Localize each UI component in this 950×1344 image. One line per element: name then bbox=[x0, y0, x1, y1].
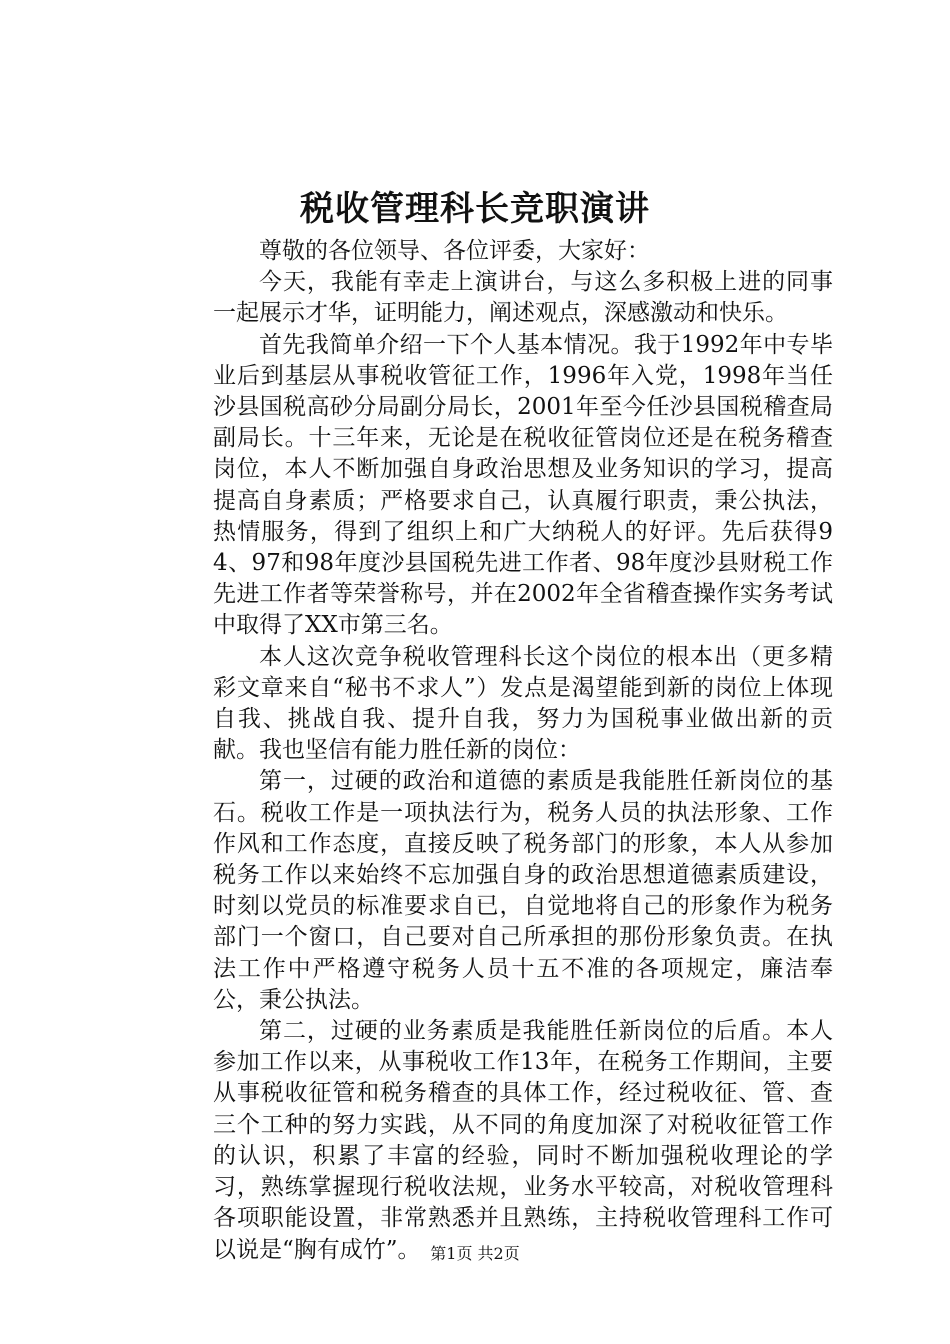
document-body bbox=[213, 236, 833, 1266]
greeting-paragraph: 尊敬的各位领导、各位评委，大家好： bbox=[259, 238, 650, 264]
intro-paragraph: 今天，我能有幸走上演讲台，与这么多积极上进的同事一起展示才华，证明能力，阐述观点，深感激动和快乐。 bbox=[213, 269, 833, 327]
document-title: 税收管理科长竞职演讲 bbox=[300, 189, 650, 229]
page-number-footer: 第1页 共2页 bbox=[430, 1244, 520, 1263]
first-point-paragraph: 第一，过硬的政治和道德的素质是我能胜任新岗位的基石。税收工作是一项执法行为，税务人员的执法形象、工作作风和工作态度，直接反映了税务部门的形象，本人从参加税务工作以来始终不忘加强自身的政治思想道德素质建设，时刻以党员的标准要求自已，自觉地将自己的形象作为税务部门一个窗口，自己要对自己所承担的那份形象负责。在执法工作中严格遵守税务人员十五不准的各项规定，廉洁奉公，秉公执法。 bbox=[213, 768, 833, 1013]
background-paragraph: 首先我简单介绍一下个人基本情况。我于1992年中专毕业后到基层从事税收管征工作，1996年入党，1998年当任沙县国税高砂分局副分局长，2001年至今任沙县国税稽查局副局长。十三年来，无论是在税收征管岗位还是在税务稽查岗位，本人不断加强自身政治思想及业务知识的学习，提高提高自身素质；严格要求自己，认真履行职责，秉公执法，热情服务，得到了组织上和广大纳税人的好评。先后获得94、97和98年度沙县国税先进工作者、98年度沙县财税工作先进工作者等荣誉称号，并在2002年全省稽查操作实务考试中取得了XX市第三名。 bbox=[213, 331, 833, 639]
motivation-paragraph: 本人这次竞争税收管理科长这个岗位的根本出（更多精彩文章来自“秘书不求人”）发点是渴望能到新的岗位上体现自我、挑战自我、提升自我，努力为国税事业做出新的贡献。我也坚信有能力胜任新的岗位： bbox=[213, 643, 833, 764]
second-point-paragraph: 第二，过硬的业务素质是我能胜任新岗位的后盾。本人参加工作以来，从事税收工作13年，在税务工作期间，主要从事税收征管和税务稽查的具体工作，经过税收征、管、查三个工种的努力实践，从不同的角度加深了对税收征管工作的认识，积累了丰富的经验，同时不断加强税收理论的学习，熟练掌握现行税收法规，业务水平较高，对税收管理科各项职能设置，非常熟悉并且熟练，主持税收管理科工作可以说是“胸有成竹”。 bbox=[213, 1018, 833, 1263]
